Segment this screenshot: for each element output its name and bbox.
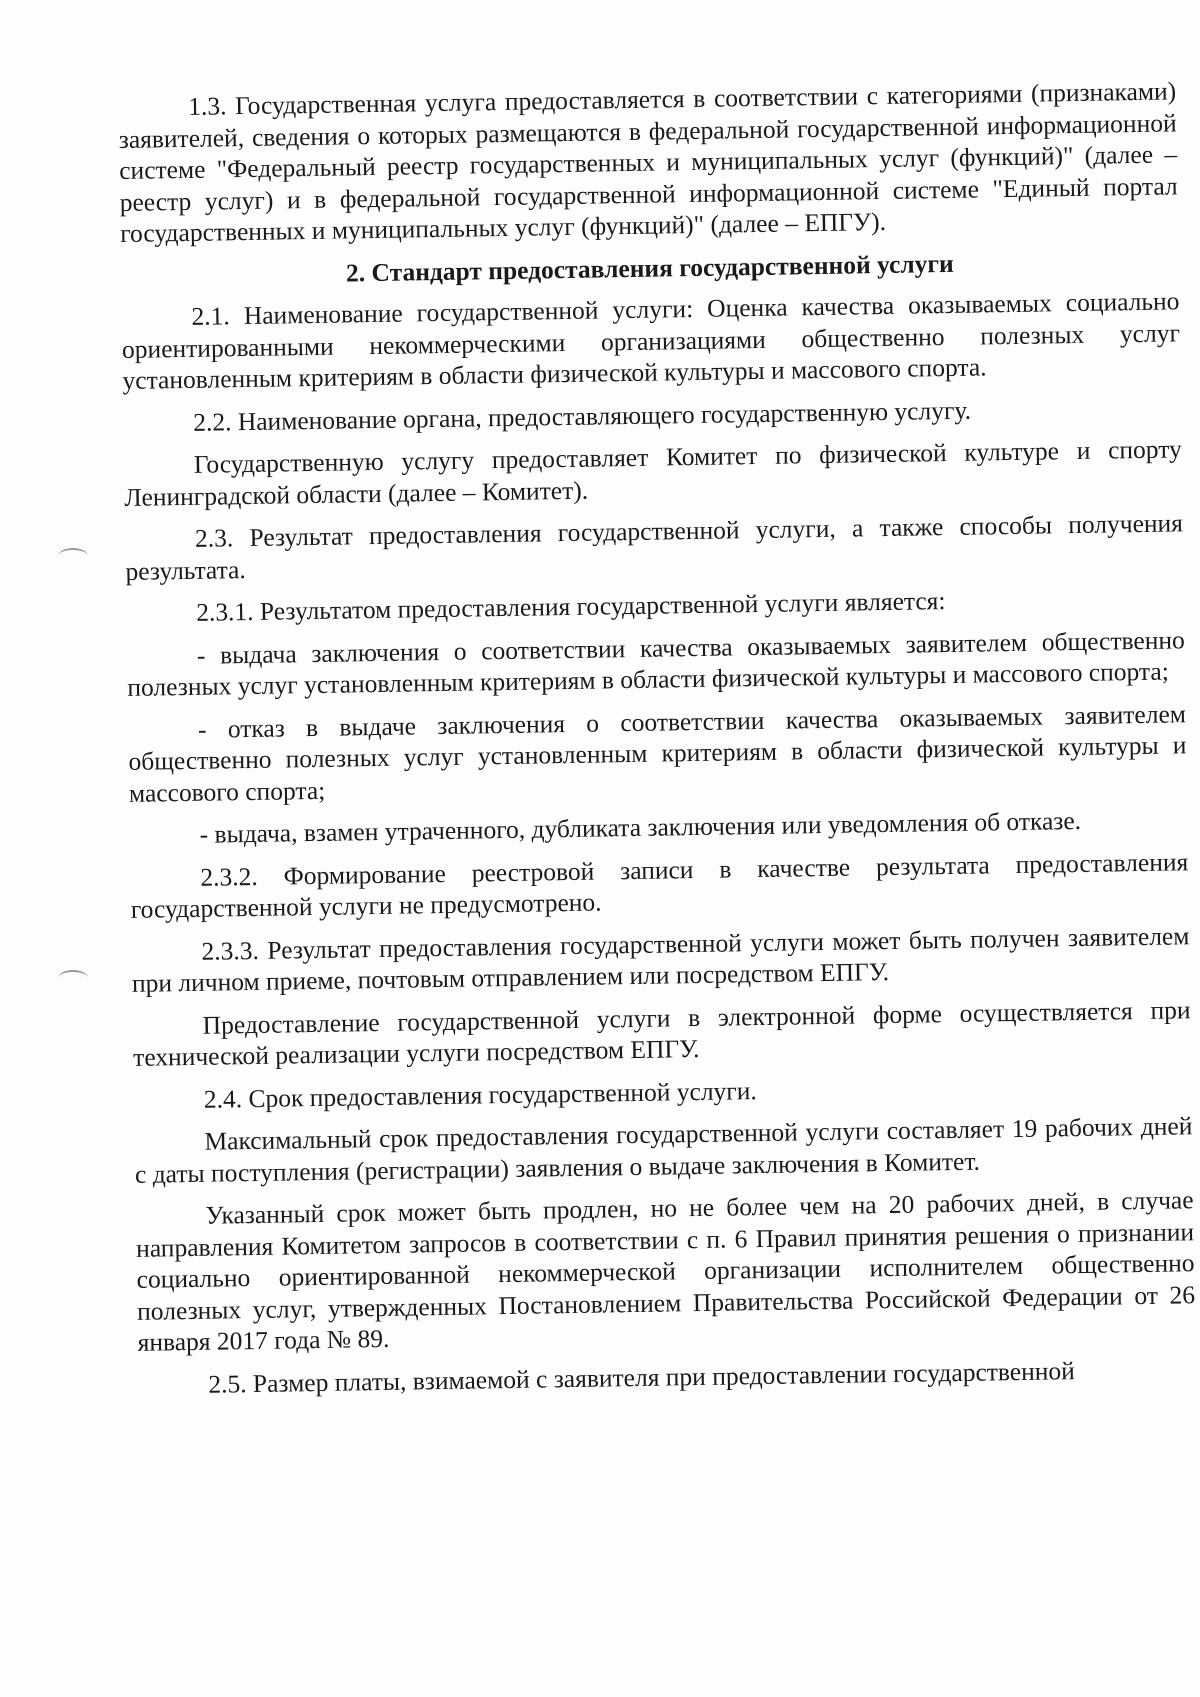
paragraph-2-3: 2.3. Результат предоставления государственной услуги, а также способы получения результата. (125, 508, 1184, 586)
paragraph-2-3-2: 2.3.2. Формирование реестровой записи в качестве результата предоставления государственной услуги не предусмотрено. (130, 846, 1189, 924)
document-body (118, 75, 1197, 1411)
list-item-duplicate: - выдача, взамен утраченного, дубликата заключения или уведомления об отказе. (199, 805, 1082, 849)
paragraph-2-3-1: 2.3.1. Результатом предоставления государственной услуги является: (195, 586, 946, 627)
list-item-refusal: - отказ в выдаче заключения о соответствии качества оказываемых заявителем общественно полезных услуг установленным критериям в области физической культуры и массового спорта; (128, 698, 1187, 808)
paragraph-electronic-form: Предоставление государственной услуги в электронной форме осуществляется при технической реализации услуги посредством ЕПГУ. (132, 994, 1191, 1072)
section-heading-2: 2. Стандарт предоставления государственной услуги (345, 248, 954, 287)
paragraph-max-term: Максимальный срок предоставления государственной услуги составляет 19 рабочих дней с даты поступления (регистрации) заявления о выдаче заключения в Комитет. (134, 1111, 1193, 1189)
margin-mark-lower (58, 970, 88, 986)
paragraph-1-3: 1.3. Государственная услуга предоставляется в соответствии с категориями (признаками) заявителей, сведения о которых размещаются в федеральной государственной информационной системе "Федеральный реестр государственных и муниципальных услуг (функций)" (далее – реестр услуг) и в федеральной государственной информационной системе "Единый портал государственных и муниципальных услуг (функций)" (далее – ЕПГУ). (118, 76, 1178, 248)
paragraph-extension: Указанный срок может быть продлен, но не более чем на 20 рабочих дней, в случае направления Комитетом запросов в соответствии с п. 6 Правил принятия решения о признании социально ориентированной некоммерческой организации исполнителем общественно полезных услуг, утвержденных Постановлением Правительства Российской Федерации от 26 января 2017 года № 89. (135, 1185, 1196, 1357)
paragraph-2-5: 2.5. Размер платы, взимаемой с заявителя при предоставлении государственной (208, 1355, 1075, 1399)
paragraph-2-2: 2.2. Наименование органа, предоставляющего государственную услугу. (192, 395, 972, 437)
paragraph-committee: Государственную услугу предоставляет Комитет по физической культуре и спорту Ленинградской области (далее – Комитет). (124, 434, 1182, 512)
list-item-issue-conclusion: - выдача заключения о соответствии качества оказываемых заявителем общественно полезных услуг установленным критериям в области физической культуры и массового спорта; (127, 624, 1185, 702)
paragraph-2-4: 2.4. Срок предоставления государственной услуги. (203, 1075, 757, 1114)
paragraph-2-3-3: 2.3.3. Результат предоставления государственной услуги может быть получен заявителем при личном приеме, почтовым отправлением или посредством ЕПГУ. (131, 920, 1190, 998)
paragraph-2-1: 2.1. Наименование государственной услуги: Оценка качества оказываемых социально ориентированными некоммерческими организациями общественно полезных услуг установленным критериям в области физической культуры и массового спорта. (121, 286, 1181, 395)
margin-mark-upper (58, 548, 88, 564)
